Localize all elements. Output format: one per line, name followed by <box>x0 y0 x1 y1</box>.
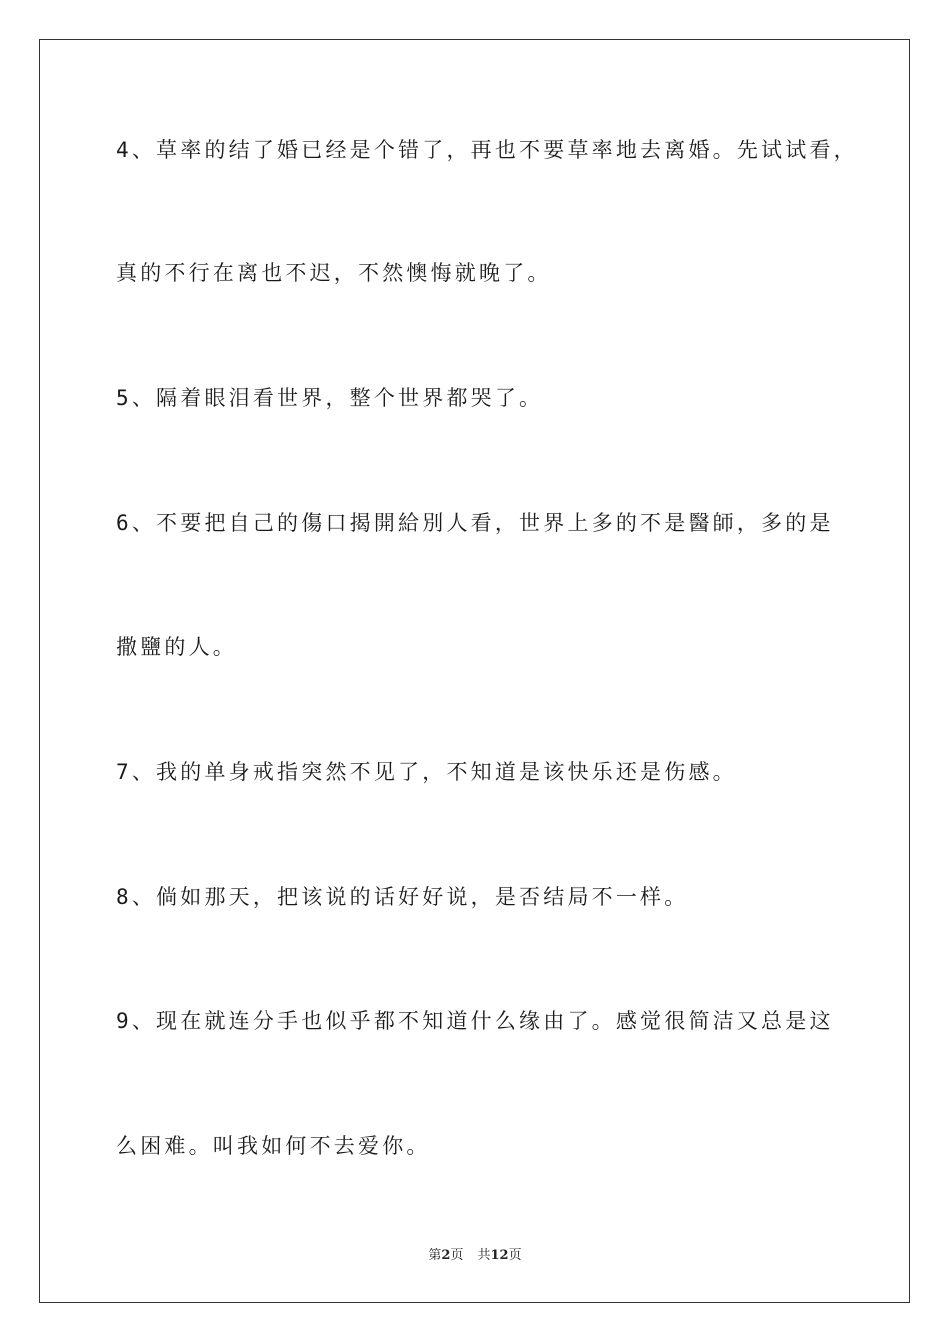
text-line-6: 7、我的单身戒指突然不见了，不知道是该快乐还是伤感。 <box>116 760 737 784</box>
text-line-8: 9、现在就连分手也似乎都不知道什么缘由了。感觉很简洁又总是这 <box>116 1009 834 1033</box>
text-line-7: 8、倘如那天，把该说的话好好说，是否结局不一样。 <box>116 885 689 909</box>
page-current: 2 <box>441 1248 451 1263</box>
page-total: 12 <box>490 1248 509 1263</box>
page-border <box>39 39 910 1303</box>
text-line-9: 么困难。叫我如何不去爱你。 <box>116 1134 431 1158</box>
text-line-4: 6、不要把自己的傷口揭開給別人看，世界上多的不是醫師，多的是 <box>116 511 834 535</box>
text-line-2: 真的不行在离也不迟，不然懊悔就晚了。 <box>116 261 552 285</box>
text-line-5: 撒鹽的人。 <box>116 635 237 659</box>
page-footer <box>0 1247 950 1265</box>
page-suffix: 页 <box>450 1248 464 1263</box>
total-prefix: 共 <box>477 1248 491 1263</box>
page-prefix: 第 <box>428 1248 442 1263</box>
text-line-3: 5、隔着眼泪看世界，整个世界都哭了。 <box>116 386 544 410</box>
total-suffix: 页 <box>508 1248 522 1263</box>
text-line-1: 4、草率的结了婚已经是个错了，再也不要草率地去离婚。先试试看， <box>116 138 858 162</box>
